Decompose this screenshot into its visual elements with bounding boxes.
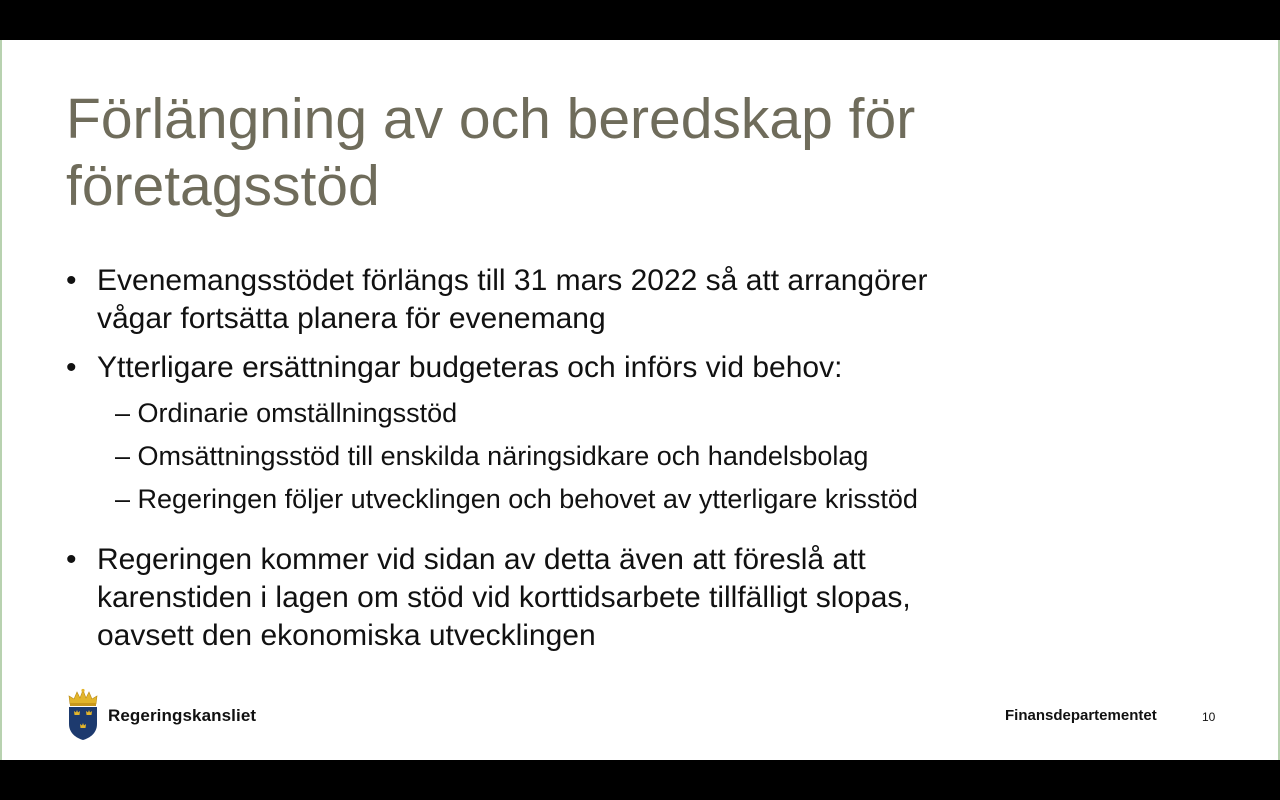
- bullet-text: Ytterligare ersättningar budgeteras och införs vid behov:: [97, 351, 843, 384]
- bullet-item: [66, 349, 1026, 387]
- bullet-text: Regeringen kommer vid sidan av detta även att föreslå att: [97, 543, 866, 576]
- bullet-item: [66, 262, 1026, 338]
- title-line: Förlängning av och beredskap för: [66, 87, 916, 151]
- slide-title: [66, 86, 1066, 220]
- sub-bullet-list: [66, 392, 1026, 521]
- bullet-text: Evenemangsstödet förlängs till 31 mars 2022 så att arrangörer: [97, 264, 928, 297]
- sub-bullet-item: – Ordinarie omställningsstöd: [115, 398, 458, 428]
- bullet-text: oavsett den ekonomiska utvecklingen: [97, 619, 596, 652]
- bullet-item: [66, 541, 1026, 655]
- swedish-coat-of-arms-icon: [66, 688, 100, 740]
- bullet-text: vågar fortsätta planera för evenemang: [97, 302, 606, 335]
- department-name: Finansdepartementet: [1005, 707, 1157, 724]
- bullet-list: [66, 262, 1026, 655]
- presentation-slide: [0, 40, 1280, 760]
- sub-bullet-item: – Regeringen följer utvecklingen och behovet av ytterligare krisstöd: [115, 484, 918, 514]
- organization-name: Regeringskansliet: [108, 706, 257, 725]
- letterbox-top: [0, 0, 1280, 40]
- bullet-marker: •: [66, 543, 77, 576]
- letterbox-bottom: [0, 760, 1280, 800]
- sub-bullet-item: – Omsättningsstöd till enskilda näringsidkare och handelsbolag: [115, 441, 869, 471]
- bullet-marker: •: [66, 264, 77, 297]
- bullet-text: karenstiden i lagen om stöd vid korttidsarbete tillfälligt slopas,: [97, 581, 911, 614]
- page-number: 10: [1202, 710, 1216, 724]
- bullet-marker: •: [66, 351, 77, 384]
- title-line: företagsstöd: [66, 154, 380, 218]
